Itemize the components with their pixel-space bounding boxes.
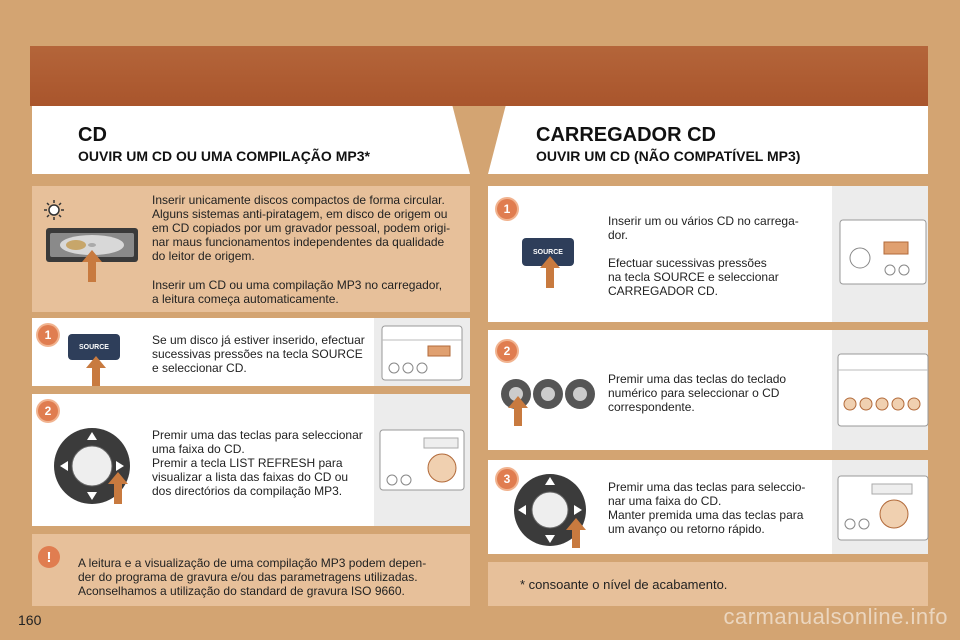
left-step2-text: Premir uma das teclas para seleccionar uma faixa do CD. Premir a tecla LIST REFRESH para visualizar a lista das faixas do CD ou dos directórios da compilação MP3.	[152, 428, 363, 498]
intro-paragraph-1: Inserir unicamente discos compactos de forma circular. Alguns sistemas anti-piratagem, em disco de origem ou em CD copiados por um gravador pessoal, podem origi- nar maus funcionamentos independentes da qualidade do leitor de origem.	[152, 193, 451, 263]
step-number-badge: 2	[497, 341, 517, 361]
right-step1-text-a: Inserir um ou vários CD no carrega- dor.	[608, 214, 799, 242]
warning-text: A leitura e a visualização de uma compilação MP3 podem depen- der do programa de gravura e/ou das parametragens utilizadas. Aconselhamos a utilização do standard de gravura ISO 9660.	[78, 556, 427, 598]
left-title: CD	[78, 124, 107, 146]
page-number: 160	[18, 612, 42, 628]
right-subtitle: OUVIR UM CD (NÃO COMPATÍVEL MP3)	[536, 148, 801, 164]
right-step3-text: Premir uma das teclas para seleccio- nar uma faixa do CD. Manter premida uma das teclas para um avanço ou retorno rápido.	[608, 480, 806, 536]
press-arrow-icon	[540, 256, 560, 288]
watermark: carmanualsonline.info	[723, 604, 948, 629]
radio-panel-image	[832, 186, 928, 322]
press-arrow-icon	[566, 518, 586, 548]
warning-icon: !	[38, 546, 60, 568]
source-button-image: SOURCE	[68, 334, 120, 360]
right-title: CARREGADOR CD	[536, 124, 716, 146]
radio-panel-image	[374, 394, 470, 526]
left-subtitle: OUVIR UM CD OU UMA COMPILAÇÃO MP3*	[78, 148, 370, 164]
footnote-text: * consoante o nível de acabamento.	[520, 577, 728, 592]
right-step2-text: Premir uma das teclas do teclado numérico para seleccionar o CD correspondente.	[608, 372, 787, 414]
step-number-badge: 1	[497, 199, 517, 219]
radio-panel-image	[374, 318, 470, 386]
press-arrow-icon	[108, 472, 128, 504]
step-number-badge: 2	[38, 401, 58, 421]
press-arrow-icon	[86, 356, 106, 386]
source-button-image: SOURCE	[522, 238, 574, 266]
step-number-badge: 1	[38, 325, 58, 345]
header-banner	[30, 46, 928, 106]
radio-panel-image	[832, 330, 928, 450]
light-icon	[44, 200, 64, 220]
left-step1-text: Se um disco já estiver inserido, efectuar sucessivas pressões na tecla SOURCE e seleccionar CD.	[152, 333, 365, 375]
insert-arrow-icon	[82, 250, 102, 282]
radio-panel-image	[832, 460, 928, 554]
right-step1-text-b: Efectuar sucessivas pressões na tecla SOURCE e seleccionar CARREGADOR CD.	[608, 256, 779, 298]
intro-paragraph-2: Inserir um CD ou uma compilação MP3 no carregador, a leitura começa automaticamente.	[152, 278, 443, 306]
step-number-badge: 3	[497, 469, 517, 489]
press-arrow-icon	[508, 396, 528, 426]
